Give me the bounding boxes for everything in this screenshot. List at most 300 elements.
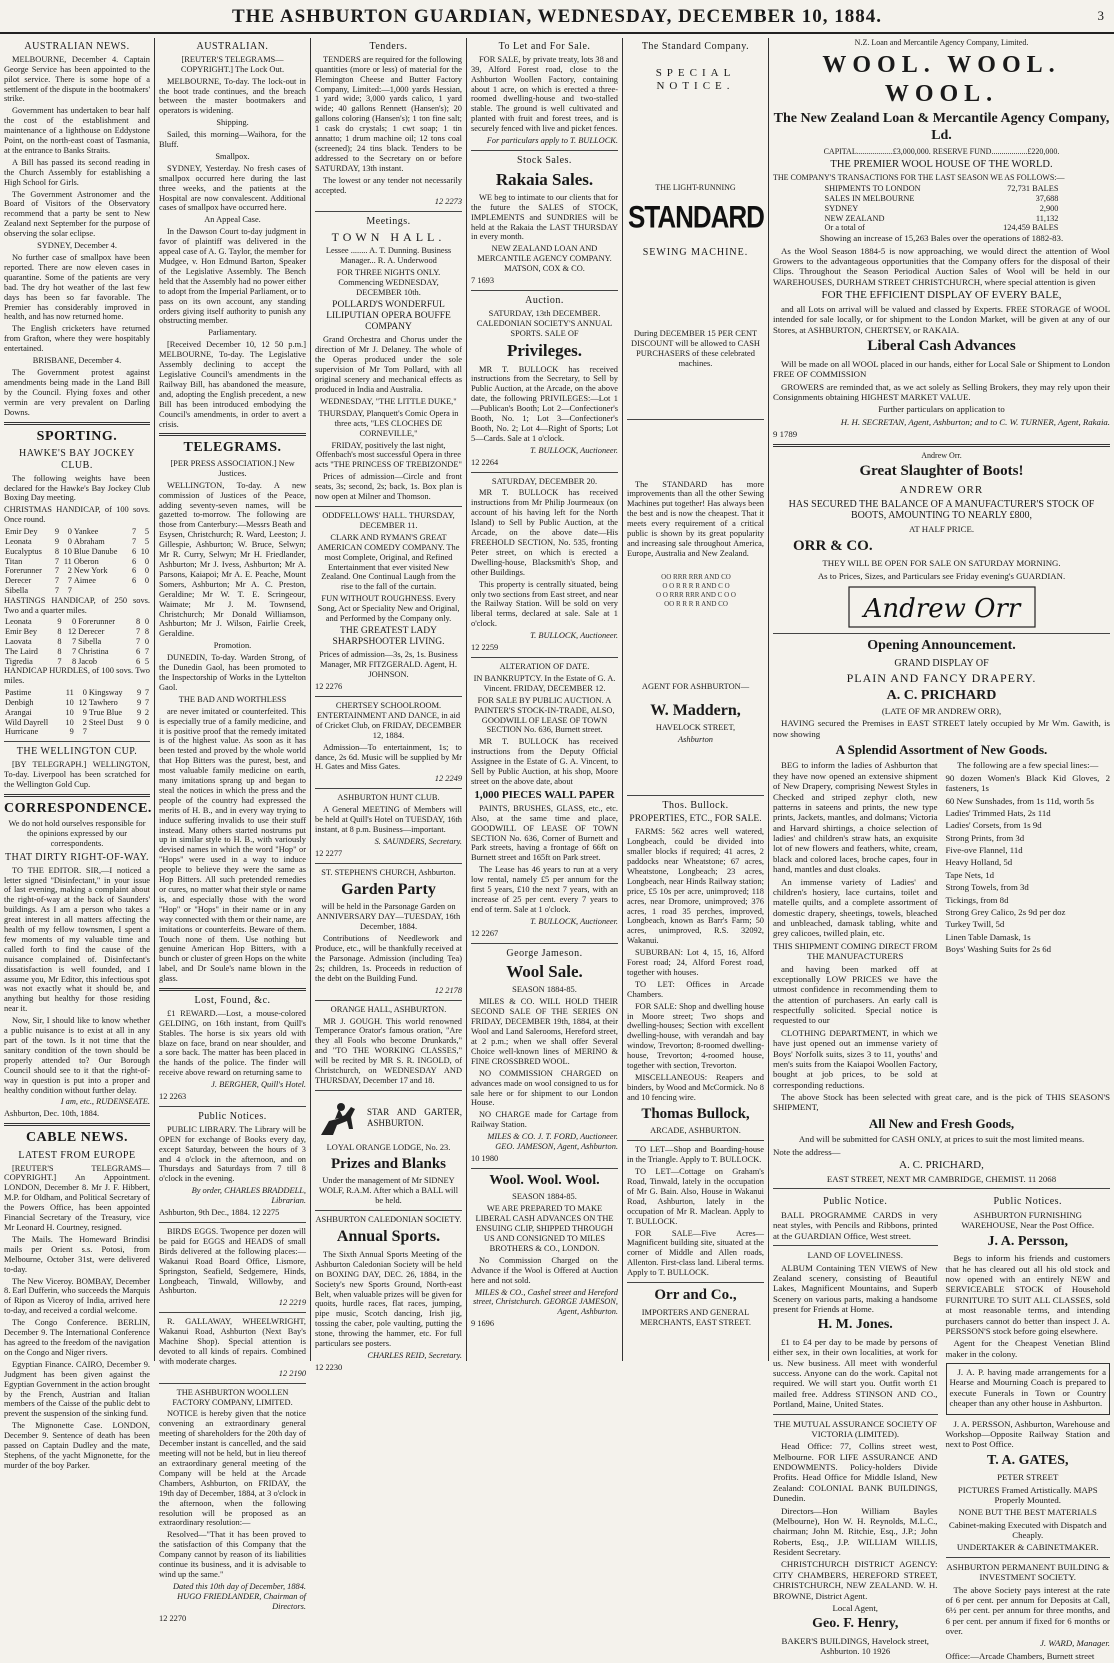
transactions-line: THE COMPANY'S TRANSACTIONS FOR THE LAST SEASON WE AS FOLLOWS:— <box>773 172 1065 182</box>
weights-cell: 7 <box>67 576 72 586</box>
standard-logo <box>627 200 764 239</box>
section-heading: THE WELLINGTON CUP. <box>16 746 138 758</box>
weights-cell: Sibella <box>5 585 29 595</box>
section-heading: Tenders. <box>369 41 408 52</box>
ad-text: SEWING MACHINE. <box>642 247 749 259</box>
notice-number: 12 2219 <box>278 1298 306 1308</box>
notice-heading: LOYAL ORANGE LODGE, No. 23. <box>326 1142 451 1152</box>
weights-cell: Yankee <box>73 527 99 537</box>
notice-text: Cabinet-making Executed with Dispatch and Cheaply. <box>948 1519 1107 1541</box>
opening-title: Opening Announcement. <box>867 638 1016 654</box>
ad-text: and all Lots on arrival will be valued and classed by Experts. FREE STORAGE of WOOL intended for sale locally, or for shipment to the London Market, will be given at any of our Stores, at ASHBURTON, CHERTSEY, or RAKAIA. <box>773 304 1110 335</box>
article-text: The Government Astronomer and the Board of Visitors of the Observatory recommend that a party be sent to New Zealand next September for the purpose of observing the solar eclipse. <box>4 189 150 239</box>
weights-row <box>4 647 150 657</box>
weights-cell: 7 <box>132 527 137 537</box>
ad-text: During DECEMBER 15 PER CENT DISCOUNT will be allowed to CASH PURCHASERS of these celebrated machines. <box>631 328 760 368</box>
ad-text: IMPORTERS AND GENERAL MERCHANTS, EAST STREET. <box>640 1307 751 1327</box>
weights-row <box>4 708 150 718</box>
ad-text: And will be submitted for CASH ONLY, at prices to suit the most limited means. <box>798 1134 1085 1145</box>
display-line: FOR THE EFFICIENT DISPLAY OF EVERY BALE, <box>821 289 1062 302</box>
article-text: The English cricketers have returned from Grafton, where they were hospitably entertained. <box>4 324 150 354</box>
ad-text: ARCADE, ASHBURTON. <box>650 1126 741 1136</box>
company-name: The New Zealand Loan & Mercantile Agency Company, Ld. <box>773 111 1110 143</box>
masthead-title: THE ASHBURTON GUARDIAN, WEDNESDAY, DECEMBER 10, 1884. <box>232 6 882 27</box>
notice-heading: THE ASHBURTON WOOLLEN FACTORY COMPANY, LIMITED. <box>172 1387 293 1407</box>
weights-cell: 7 <box>54 576 60 586</box>
notice-heading: STAR AND GARTER, ASHBURTON. <box>367 1107 462 1128</box>
notice-text: Agent for the Cheapest Venetian Blind maker in the colony. <box>945 1338 1110 1359</box>
weights-cell: 9 <box>57 617 62 627</box>
weights-cell: Pastime <box>5 688 32 698</box>
notice-number: 12 2263 <box>159 1092 187 1102</box>
letter-date: Ashburton, Dec. 10th, 1884. <box>4 1109 100 1119</box>
standard-wordmark: STANDARD <box>627 200 764 236</box>
svg-text:OO RRR RRR AND CO: OO RRR RRR AND CO <box>660 572 731 581</box>
notice-text: Office:—Arcade Chambers, Burnett street <box>945 1650 1095 1661</box>
ad-text: CLOTHING DEPARTMENT, in which we have just opened out an immense variety of Boys' Norfolk suits, sizes 3 to 11, youths' and men's suits from the Kaiapoi Woollen Factory, bought at job prices, to be sold at corresponding reductions. <box>773 1027 938 1090</box>
weights-cell: True Blue <box>88 707 123 717</box>
weights-cell: The Laird <box>5 646 38 656</box>
notice-heading: CHERTSEY SCHOOLROOM. ENTERTAINMENT AND DANCE, in aid of Cricket Club, on FRIDAY, DECEMBER 12, 1884. <box>315 700 462 740</box>
weights-cell: 0 <box>67 527 72 537</box>
opera-night: THURSDAY, Planquett's Comic Opera in three acts, "LES CLOCHES DE CORNEVILLE," <box>318 408 459 438</box>
shipments-cell: SALES IN MELBOURNE <box>824 194 915 204</box>
weights-cell: Leonata <box>5 617 32 627</box>
agents-line: H. H. SECRETAN, Agent, Ashburton; and to C. W. TURNER, Agent, Rakaia. <box>840 416 1110 427</box>
weights-cell <box>137 586 150 596</box>
ad-text: AGENT FOR ASHBURTON— <box>641 681 750 691</box>
right-section <box>769 38 1114 1661</box>
splendid-title: A Splendid Assortment of New Goods. <box>835 742 1048 758</box>
weights-cell: 7 <box>144 646 149 656</box>
premier-line: THE PREMIER WOOL HOUSE OF THE WORLD. <box>830 158 1053 170</box>
prichard-name: A. C. PRICHARD <box>886 687 997 703</box>
ad-text: GROWERS are reminded that, as we act solely as Selling Brokers, they may rely upon their Consignments obtaining HIGHEST MARKET VALUE. <box>773 381 1110 403</box>
article-text: In the Dawson Court to-day judgment in favor of plaintiff was delivered in the appeal case of A. G. Taylor, the member for Mudgee, v. Hon Edmund Barton, Speaker of the Legislative Assembly. The Bench held that the Assembly had no power either to adopt from the Imperial Parliament, or to pass on its own account, any standing orders giving itself authority to punish any obstructing member. <box>159 227 306 326</box>
bullock-name: Thomas Bullock, <box>641 1105 750 1122</box>
notice-text: TO LET—Cottage on Graham's Road, Tinwald, lately in the occupation of Mr G. Bain. Also, House in Wakanui Road, Ashburton, lately in the occupation of Mr R. Maclean. Apply to T. BULLOCK. <box>627 1167 764 1226</box>
notice-text: IN BANKRUPTCY. In the Estate of G. A. Vincent. FRIDAY, DECEMBER 12. <box>473 673 616 693</box>
orr-pattern <box>627 569 764 612</box>
notice-heading: ODDFELLOWS' HALL. THURSDAY, DECEMBER 11. <box>322 510 455 530</box>
article-text: The Mails. The Homeward Brindisi mails per Orient s.s. Potosi, from Melbourne, October 31st, were delivered to-day. <box>4 1234 150 1274</box>
weights-cell: Arangai <box>5 707 32 717</box>
notice-text: TO LET: Offices in Arcade Chambers. <box>627 979 764 999</box>
liberal-title: Liberal Cash Advances <box>867 338 1016 355</box>
weights-cell: 11 <box>65 688 74 698</box>
notice-text: WE beg to intimate to our clients that for the future the SALES of STOCK, IMPLEMENTS and SUNDRIES will be held at the Rakaia the LAST THURSDAY in every month. <box>471 192 618 242</box>
notice-heading: LAND OF LOVELINESS. <box>807 1250 904 1261</box>
section-heading: Andrew Orr. <box>921 450 962 460</box>
signature-text: Andrew Orr <box>863 594 1020 625</box>
shipments-cell: 11,132 <box>1035 213 1059 223</box>
weights-cell: Tawhero <box>88 697 118 707</box>
notice-text: MISCELLANEOUS: Reapers and binders, by Wood and McCormick. No 8 and 10 fencing wire. <box>627 1073 764 1102</box>
subheading: Smallpox. <box>215 151 250 161</box>
article-text: No further case of smallpox have been reported. There are now eleven cases in quarantine. Some of the patients are very bad. The dry hot weather of the last few days has been so far favorable. The Premier has considerably improved in health, and has now returned home. <box>4 253 150 322</box>
wool-sale-title: Wool Sale. <box>506 962 583 982</box>
notice-text: Local Agent, <box>832 1602 878 1613</box>
notice-number: 12 2178 <box>434 985 462 995</box>
article-text: Sailed, this morning—Waihora, for the Bluff. <box>159 130 306 150</box>
notice-number: 9 1696 <box>471 1319 495 1329</box>
increase-line: Showing an increase of 15,263 Bales over the operations of 1882-83. <box>819 233 1064 244</box>
persson-name: J. A. Persson, <box>987 1233 1068 1249</box>
weights-cell: Christina <box>78 646 109 656</box>
notice-text: SUBURBAN: Lot 4, 15, 16, Alford Forest road; 24, Alford Forest road, together with houses. <box>627 948 764 977</box>
weights-cell: Emir Bey <box>5 627 38 637</box>
weights-cell: 6 <box>132 566 137 576</box>
notice-text: PICTURES Framed Artistically. MAPS Properly Mounted. <box>957 1484 1098 1505</box>
weights-cell: 12 <box>67 627 77 637</box>
weights-cell: Sibella <box>78 637 102 646</box>
notice-text: J. A. P. having made arrangements for a Hearse and Mourning Coach is prepared to execute Funerals in Town or Country cheaper than any other house in Ashburton. <box>949 1367 1106 1409</box>
notice-heading: ST. STEPHEN'S CHURCH, Ashburton. <box>321 867 456 877</box>
weights-cell: Forerunner <box>78 617 115 627</box>
special-line-item: Ladies' Trimmed Hats, 2s 11d <box>945 807 1051 818</box>
weights-cell: Forerunner <box>5 566 42 576</box>
special-line-item: Strong Grey Calico, 2s 9d per doz <box>945 906 1066 917</box>
weights-cell: 8 <box>57 627 62 637</box>
notice-heading: THE GREATEST LADY SHARPSHOOTER LIVING. <box>332 625 445 648</box>
column-5 <box>623 38 768 1361</box>
section-heading: Public Notices. <box>198 1111 267 1123</box>
weights-cell: Derecer <box>78 627 105 637</box>
weights-cell: 5 <box>144 536 149 546</box>
shipments-cell: 72,731 BALES <box>1007 184 1059 194</box>
weights-cell <box>73 586 130 596</box>
notice-heading: ASHBURTON HUNT CLUB. <box>337 793 440 803</box>
article-text: A Bill has passed its second reading in the Church Assembly for establishing a High School for Girls. <box>4 157 150 187</box>
persson-box <box>946 1363 1111 1415</box>
special-line-item: Heavy Holland, 5d <box>945 857 1013 868</box>
allnew-title: All New and Fresh Goods, <box>868 1115 1015 1131</box>
weights-row <box>4 586 150 596</box>
shipments-row <box>824 184 1060 194</box>
notice-text: PETER STREET <box>997 1472 1059 1483</box>
weights-cell: Denbigh <box>5 697 34 707</box>
notice-text: CLARK AND RYMAN'S GREAT AMERICAN COMEDY COMPANY. The most Complete, Original, and Refined Entertainment that ever visited New Zealand. One Continual Laugh from the rise to the fall of the curtain. <box>317 532 460 592</box>
weights-cell: Steel Dust <box>88 717 124 727</box>
notice-heading: PROPERTIES, ETC., FOR SALE. <box>629 814 762 825</box>
notice-text: SATURDAY, 13th DECEMBER. CALEDONIAN SOCIETY'S ANNUAL SPORTS. SALE OF <box>476 308 613 338</box>
subheading: Shipping. <box>216 118 249 128</box>
weights-table <box>4 617 150 666</box>
notice-signature: By order, CHARLES BRADDELL, Librarian. <box>191 1186 306 1206</box>
notice-signature: T. BULLOCK, Auctioneer. <box>530 445 618 455</box>
weights-table <box>4 527 150 595</box>
article-text: DUNEDIN, To-day. Warden Strong, of the Dunedin Gaol, has been promoted to the Inspectorship of Works in the Lyttelton Gaol. <box>159 653 306 692</box>
notice-heading: UNDERTAKER & CABINETMAKER. <box>956 1542 1099 1553</box>
opera-night: FRIDAY, positively the last night, Offenbach's most successful Opera in three acts "THE PRINCESS OF TREBIZONDE" <box>315 440 462 470</box>
weights-cell: 5 <box>144 527 149 537</box>
notice-number: 12 2273 <box>434 197 462 207</box>
section-heading: LATEST FROM EUROPE <box>18 1149 136 1161</box>
ad-text: As to Prices, Sizes, and Particulars see Friday evening's GUARDIAN. <box>817 570 1066 581</box>
notice-text: NOTICE is hereby given that the notice convening an extraordinary general meeting of shareholders for the 20th day of December instant is cancelled, and the said meeting will not be held, but in lieu thereof an extraordinary general meeting of the Company will be held at the Arcade Chambers, Ashburton, on FRIDAY, the 19th day of December, 1884, at 3 o'clock in the afternoon, when the following resolution will be proposed as an extraordinary resolution:— <box>159 1409 306 1528</box>
henry-name: Geo. F. Henry, <box>812 1616 899 1632</box>
notice-text: FOR SALE, by private treaty, lots 38 and 39, Alford Forest road, close to the Ashburton Woollen Factory, containing about 1 acre, on which is erected a three-roomed dwelling-house and two-stalled stable. The ground is well cultivated and planted with fruit and forest trees, and is securely fenced with live and picket fences. <box>471 54 618 134</box>
svg-text:O O R R R R AND C O: O O R R R R AND C O <box>661 581 730 590</box>
drapery-body <box>773 760 1110 1092</box>
notice-number: 12 2276 <box>315 682 343 692</box>
special-lines-list <box>946 773 1111 955</box>
notice-signature: J. WARD, Manager. <box>1040 1638 1110 1649</box>
notice-text: FARMS: 562 acres well watered, Longbeach, could be divided into smaller blocks if required; 41 acres, 2 paddocks near Wheatstone; 67 acres, Wheatstone, Longbeach; 23 acres, Longbeach, near Hinds Railway station; price, £5 10s per acre, unimproved; 118 acres, near Dromore, unimproved; 376 acres, 1 road 35 perches, improved, Longbeach, known as Barr's Farm; 50 acres, unimproved, R.S. 32092, Wakanui. <box>627 827 764 946</box>
notice-text: Contributions of Needlework and Produce, etc., will be thankfully received at the Parsonage. Admission (including Tea) 2s; children, 1s. Proceeds in reduction of the debt on the Building Fund. <box>315 934 462 983</box>
notice-text: MR T. BULLOCK has received instructions from Mr Philip Jourmeaux (on account of his having left for the North Island) to Sell by Public Auction, at the Arcade, on the above date—His FREEHOLD SECTION, No. 535, fronting Peter street, on which is erected a Dwelling-house, Blacksmith's Shop, and other Buildings. <box>471 488 618 577</box>
column-2 <box>155 38 310 1623</box>
article-text: [BY TELEGRAPH.] WELLINGTON, To-day. Liverpool has been scratched for the Wellington Gold Cup. <box>4 759 150 789</box>
weights-cell: 5 <box>144 656 149 666</box>
notice-text: CHRISTCHURCH DISTRICT AGENCY: CITY CHAMBERS, HEREFORD STREET, CHRISTCHURCH, NEW ZEALAND. W. H. BROWNE, District Agent. <box>773 1559 938 1601</box>
notice-text: will be held in the Parsonage Garden on ANNIVERSARY DAY—TUESDAY, 16th December, 1884. <box>316 902 461 932</box>
page-number: 3 <box>1097 8 1104 23</box>
weights-row <box>4 576 150 586</box>
ad-text: (LATE OF MR ANDREW ORR), <box>881 706 1002 717</box>
weights-row <box>4 657 150 667</box>
notice-text: The above Society pays interest at the rate of 6 per cent. per annum for Deposits at Call, 6½ per cent. per annum for three months, and 6 per cent. per annum if fixed for 6 months or over. <box>945 1584 1110 1637</box>
weights-cell: 8 <box>57 637 62 646</box>
notice-heading: ORANGE HALL, ASHBURTON. <box>330 1004 447 1014</box>
notice-text: Grand Orchestra and Chorus under the direction of Mr J. Delaney. The whole of the Operas produced under the sole supervision of Mr Tom Pollard, with all original scenery and mechanical effects as produced in India and Australia. <box>315 335 462 395</box>
weights-cell: 9 <box>136 707 142 717</box>
notice-text: Begs to inform his friends and customers that he has cleared out all his old stock and now opened with an entirely NEW and SERVICEABLE STOCK of Household FURNITURE TO SUIT ALL CLASSES, sold at most reasonable terms, and intending purchasers cannot do better than inspect J. A. PERSSON'S stock before going elsewhere. <box>945 1253 1110 1336</box>
weights-row <box>4 566 150 576</box>
weights-cell: 2 <box>82 717 87 727</box>
weights-row <box>4 688 150 698</box>
special-line-item: 60 New Sunshades, from 1s 11d, worth 5s <box>945 795 1094 806</box>
weights-cell: 6 <box>136 646 141 656</box>
special-notice: SPECIAL NOTICE. <box>655 66 736 92</box>
weights-cell: Eucalyptus <box>5 546 42 556</box>
ad-text: Ashburton <box>678 735 713 745</box>
notice-text: MILES & CO. WILL HOLD THEIR SECOND SALE OF THE SERIES ON FRIDAY, DECEMBER 19th, 1884, at their Wool and Land Salerooms, Hereford street, at 2 p.m.; when we shall offer Several Choice well-known lines of MERINO & FINE CROSSBRED WOOL. <box>471 997 618 1066</box>
letter-text: Now, Sir, I should like to know whether a public nuisance is to exist at all in any part of the town. Is it not time that the sanitary condition of the town should be properly attended to? Our Borough Council should see to it that the right-of-way in question is put into a proper and healthy condition without further delay. <box>4 1016 150 1095</box>
article-text: SYDNEY, Yesterday. No fresh cases of smallpox occurred here during the last three weeks, and the patients at the Hospital are now convalescent. Additional cases of smallpox have occurred here. <box>159 163 306 213</box>
notice-text: BALL PROGRAMME CARDS in very neat styles, with Pencils and Ribbons, printed at the GUARDIAN Office, West street. <box>773 1210 938 1241</box>
section-heading: AUSTRALIAN NEWS. <box>24 41 130 52</box>
weights-table <box>4 688 150 737</box>
weights-cell: 12 <box>78 697 87 707</box>
weights-cell: 9 <box>54 527 60 537</box>
weights-cell: Laovata <box>5 637 32 646</box>
subheading: An Appeal Case. <box>204 215 261 225</box>
special-line-item: Tape Nets, 1d <box>945 869 994 880</box>
letter-heading: THAT DIRTY RIGHT-OF-WAY. <box>4 851 150 863</box>
weights-cell: Oberon <box>73 556 99 566</box>
weights-cell: 8 <box>71 656 77 666</box>
notice-signature: For particulars apply to T. BULLOCK. <box>486 136 618 146</box>
ad-text: EAST STREET, NEXT MR CAMBRIDGE, CHEMIST. 11 2068 <box>826 1173 1057 1184</box>
weights-cell: 9 <box>136 688 142 698</box>
shipments-cell: Or a total of <box>824 223 865 233</box>
weights-cell: 9 <box>69 727 74 737</box>
notice-text: FOR SALE: Shop and dwelling house in Moore street; Two shops and dwelling-houses; Section with excellent dwelling-house, with verandah and bay window, Trevorton; 8-roomed dwelling-house, Trevorton; 4-roomed house, together with section, Trevorton. <box>627 1001 764 1071</box>
notice-text: FUN WITHOUT ROUGHNESS. Every Song, Act or Speciality New and Original, and Performed by the Company only. <box>317 594 460 624</box>
shipments-row <box>824 194 1060 204</box>
notice-text: ALBUM Containing TEN VIEWS of New Zealand scenery, consisting of Beautiful Lakes, Magnificent Mountains, and Superb Scenery on various parts, making a handsome present for Friends at Home. <box>773 1262 938 1315</box>
notice-signature: MILES & CO. J. T. FORD, Auctioneer. GEO. JAMESON, Agent, Ashburton. <box>487 1132 618 1152</box>
notice-number: 12 2264 <box>471 457 499 467</box>
weights-cell <box>130 586 138 596</box>
weights-cell: 9 <box>54 536 60 546</box>
weights-cell: 7 <box>54 556 60 566</box>
article-text: [Received December 10, 12 50 p.m.] MELBOURNE, To-day. The Legislative Assembly declining to accept the Legislative Council's amendments in the Railway Bill, has abandoned the measure, and, adopting the English precedent, a new Bill has been introduced embodying the Council's amendments, in order to avert a crisis. <box>159 340 306 429</box>
special-line-item: Boys' Washing Suits for 2s 6d <box>945 944 1052 955</box>
notice-text: J. A. PERSSON, Ashburton, Warehouse and Workshop—Opposite Railway Station and next to Post Office. <box>945 1418 1110 1450</box>
dateline: BRISBANE, December 4. <box>32 356 122 366</box>
horse-rider-icon <box>315 1095 363 1143</box>
weights-cell: 8 <box>57 646 62 656</box>
weights-cell: 10 <box>140 546 149 556</box>
article-text: are never imitated or counterfeited. This is especially true of a family medicine, and it is positive proof that the remedy imitated is of the highest value. As soon as it has been tested and proved by the whole world that Hop Bitters was the purest, best, and most valuable family medicine on earth, many imitations sprang up and began to steal the notices in which the press and the people of the country had expressed the merits of H. B., and in every way trying to induce suffering invalids to use their stuff instead. Many others started nostrums put up in similar style to H. B., with variously devised names in which the word "Hop" or "Hops" were used in a way to induce people to believe they were the same as Hop Bitters. All such pretended remedies or cures, no matter what their style or name is, and especially those with the word "Hop" or "Hops" in their name or in any way connected with them or their name, are imitations or counterfeits. Beware of them. Touch none of them. Use nothing but genuine American Hop Bitters, with a bunch or cluster of green Hops on the white label, and Dr Soule's name blown in the glass. <box>159 706 306 984</box>
weights-cell: Abraham <box>73 536 105 546</box>
weights-cell: 6 <box>132 556 137 566</box>
section-heading: Meetings. <box>366 216 411 228</box>
star-garter-block <box>315 1095 462 1143</box>
notice-text: MR J. GOUGH. This world renowned Temperance Orator's famous oration, "Are they all Fools who become Drunkards," and "TO THE WORKING CLASSES," will be recited by MR S. R. INGOLD, of Christchurch, on WEDNESDAY AND THURSDAY, December 17 and 18. <box>315 1016 462 1085</box>
subheading: [PER PRESS ASSOCIATION.] New Justices. <box>170 458 295 478</box>
annual-sports-title: Annual Sports. <box>336 1228 441 1246</box>
notice-text: No Commission Charged on the Advance if the Wool is Offered at Auction here and not sold. <box>471 1255 618 1285</box>
article-text: The Mignonette Case. LONDON, December 9. Sentence of death has been passed on Captain Dudley and the mate, Stephens, of the yacht Mignonette, for the murder of the boy Parker. <box>4 1421 150 1470</box>
notice-text: The Lease has 46 years to run at a very low rental, namely £5 per annum for the first 5 years, £10 the next 7 years, with an increase of 25 per cent. every 7 years to end of term. Sale at 1 o'clock. <box>471 865 618 914</box>
weights-row <box>4 557 150 567</box>
weights-cell: New York <box>73 566 108 576</box>
weights-cell: 0 <box>144 717 149 727</box>
jones-name: H. M. Jones. <box>817 1317 893 1333</box>
prichard-signature: A. C. PRICHARD, <box>899 1158 984 1171</box>
weights-cell: Emir Dey <box>5 527 38 537</box>
section-heading: To Let and For Sale. <box>498 41 591 52</box>
ad-text: Note the address— <box>773 1146 841 1157</box>
weights-row <box>4 537 150 547</box>
weights-cell: 6 <box>132 576 137 586</box>
handicap-title: CHRISTMAS HANDICAP, of 100 sovs. Once round. <box>4 505 150 525</box>
weights-row <box>4 698 150 708</box>
weights-cell: 7 <box>132 536 137 546</box>
weights-cell: 7 <box>144 697 149 707</box>
shipments-row <box>824 223 1060 233</box>
notice-number: 12 2267 <box>471 928 499 938</box>
weights-cell: 0 <box>144 637 149 646</box>
letter-text: TO THE EDITOR. SIR,—I noticed a letter signed "Disinfectant," in your issue of last evening, making a complaint about the right-of-way at the back of Saunders' buildings. As I am a person who takes a great interest in all matters affecting the health of my fellow townsmen, I spent a few moments of my valuable time and called forth to find the cause of the nuisance complained of. Disinfectant's dissatisfaction is well founded, and I assume you, Mr Editor, this infectious spot was not exactly what it should be, and anything but healthy for those residing near it. <box>4 865 150 1014</box>
weights-row <box>4 627 150 637</box>
weights-cell: 0 <box>144 556 149 566</box>
notice-text: NONE BUT THE BEST MATERIALS <box>958 1507 1097 1518</box>
masthead <box>0 0 1114 34</box>
weights-cell: 0 <box>67 536 72 546</box>
ad-text: GRAND DISPLAY OF <box>894 657 989 669</box>
weights-cell: Hurricane <box>5 727 39 737</box>
special-line-item: Ladies' Corsets, from 1s 9d <box>945 820 1042 831</box>
column-1 <box>0 38 154 1470</box>
section-heading: Lost, Found, &c. <box>194 995 271 1007</box>
notice-text: Prices of admission—Circle and front seats, 3s; second, 2s; back, 1s. Box plan is now open at Milner and Thomson. <box>315 472 462 502</box>
ad-text: An immense variety of Ladies' and children's hosiery, lace curtains, toilet and matelle quilts, and a complete assortment of domestic drapery, sheetings, towels, bleached and unbleached, damask tabling, white and grey calicoes, twilled plain, etc. <box>773 876 938 939</box>
weights-cell: 7 <box>54 566 60 576</box>
shipments-cell: SYDNEY <box>824 203 859 213</box>
weights-row <box>4 727 150 737</box>
notice-text: BIRDS EGGS. Twopence per dozen will be paid for EGGS and HEADS of small Birds delivered at the following places:—Wakanui Road Board Office, Lismore, Springston, Seafield, Sedgemere, Hinds, Longbeach, Tinwald, Willowby, and Ashburton. <box>159 1226 306 1296</box>
subheading: Promotion. <box>213 641 252 651</box>
notice-text: MR T. BULLOCK has received instructions from the Secretary, to Sell by Public Auction, at the Arcade, on the above date, the following PRIVILEGES:—Lot 1—Publican's Booth; Lot 2—Confectioner's Booth, No. 1; Lot 3—Confectioner's Booth, No. 2; Lot 4—Right of Sports; Lot 5—Cards. Sale at 1 o'clock. <box>471 364 618 443</box>
article-text: Government has undertaken to bear half the cost of the establishment and maintenance of a lighthouse on Eddystone Point, on the north-east coast of Tasmania, at the entrance to Banks Straits. <box>4 106 150 155</box>
ad-text: Will be made on all WOOL placed in our hands, either for Local Sale or Shipment to London FREE OF COMMISSION <box>773 358 1110 380</box>
weights-cell: 11 <box>63 556 72 566</box>
weights-cell: 7 <box>71 637 77 646</box>
notice-text: FOR SALE—Five Acres—Magnificent building site, situated at the corner of Middle and Allen roads, Allenton. First-class land. Liberal terms. Apply to T. BULLOCK. <box>627 1228 764 1278</box>
subheading: [REUTER'S TELEGRAMS—COPYRIGHT.] The Lock Out. <box>180 54 285 74</box>
article-text: The New Viceroy. BOMBAY, December 8. Earl Dufferin, who succeeds the Marquis of Ripon as Viceroy of India, arrived here to-day, and received a cordial welcome. <box>4 1276 150 1316</box>
notice-text: £1 REWARD.—Lost, a mouse-colored GELDING, on 16th instant, from Quill's Stables. The horse is six years old with blaze on face, brand on near shoulder, and a sore back. The matter has been placed in the hands of the police. The finder will receive above reward on returning same to <box>159 1008 306 1078</box>
weights-cell: Derecer <box>5 576 32 586</box>
ad-text: ANDREW ORR <box>899 483 984 496</box>
svg-text:O O RRR RRR AND C O O: O O RRR RRR AND C O O <box>655 590 736 599</box>
ad-text: Further particulars on application to <box>878 404 1005 415</box>
weights-cell: 7 <box>136 637 141 646</box>
weights-cell: 7 <box>54 585 60 595</box>
notice-text: SEASON 1884-85. <box>512 985 577 995</box>
section-heading: N.Z. Loan and Mercantile Agency Company, Limited. <box>854 38 1029 47</box>
weights-cell: 2 <box>67 566 72 576</box>
notice-text: R. GALLAWAY, WHEELWRIGHT, Wakanui Road, Ashburton (Next Bay's Machine Shop). Special attention is devoted to all kinds of repairs. Combined with moderate charges. <box>159 1317 306 1366</box>
shipments-cell: NEW ZEALAND <box>824 213 885 223</box>
notice-text: A General MEETING of Members will be held at Quill's Hotel on TUESDAY, 16th instant, at 8 p.m. Business—important. <box>315 805 462 834</box>
notice-heading: SATURDAY, DECEMBER 20. <box>491 476 598 486</box>
article-text: The following weights have been declared for the Hawke's Bay Jockey Club Boxing Day meeting. <box>4 473 150 503</box>
article-text: [REUTER'S TELEGRAMS—COPYRIGHT.] An Appointment. LONDON, December 8. Mr J. F. Hibbert, M.P. for Oldham, and Political Secretary of the Powers Office, has been appointed Financial Secretary of the Treasury, vice Mr Leonard H. Courtney, resigned. <box>4 1163 150 1233</box>
weights-cell: Tigredia <box>5 656 33 666</box>
article-text: WELLINGTON, To-day. A new commission of Justices of the Peace, adding seventy-seven names, will be gazetted to-morrow. The following are those from Canterbury:—Messrs Beath and Esysen, Christchurch; R. Ward, Leeston; J. Gillespie, Ashburton; W. Bruce, Selwyn; Mr R. Curry, Selwyn; Mr H. Friedlander, Ashburton; Mr J. Ivess, Ashburton; Mr A. Parsons, Kaiapoi; Mr A. E. Peache, Mount Somers, Ashburton; Mr A. C. Preston, Geraldine; Mr W. T. E. Scringeour, Waimate; Mr J. M. Townsend, Christchurch; Mr Donald Williamson, Ashburton; Mr J. Wilson, Fairlie Creek, Geraldine. <box>159 480 306 639</box>
notice-number: 12 2277 <box>315 848 343 858</box>
weights-row <box>4 617 150 627</box>
standard-wordmark-icon <box>627 200 764 236</box>
section-heading: Thos. Bullock. <box>662 800 729 812</box>
shipments-cell: 37,688 <box>1035 194 1059 204</box>
svg-text:OO R R R R AND CO: OO R R R R AND CO <box>663 599 728 608</box>
notice-text: The lowest or any tender not necessarily accepted. <box>315 175 462 195</box>
notice-text: NO COMMISSION CHARGED on advances made on wool consigned to us for sale here or for shipment to our London House. <box>471 1068 618 1108</box>
notice-text: SEASON 1884-85. <box>512 1192 577 1202</box>
section-heading: The Standard Company. <box>641 41 750 52</box>
letter-signature: I am, etc., RUDENSEATE. <box>60 1097 150 1107</box>
weights-cell: 0 <box>144 566 149 576</box>
notice-signature: NEW ZEALAND LOAN AND MERCANTILE AGENCY COMPANY. MATSON, COX & CO. <box>477 244 612 274</box>
ad-text: and having been marked off at exceptionally LOW PRICES we have the utmost confidence in recommending them to the attention of purchasers. An early call is respectfully solicited. Special notice is requested to our <box>773 963 938 1026</box>
notice-number: 12 2270 <box>159 1613 187 1623</box>
notice-heading: ALTERATION OF DATE. <box>499 661 590 671</box>
public-notices-grid <box>773 1193 1110 1663</box>
weights-cell: 10 <box>65 717 74 727</box>
ad-text: HAVING secured the Premises in EAST STREET lately occupied by Mr Wm. Gawith, is now showing <box>773 718 1110 739</box>
weights-cell: Leonata <box>5 536 32 546</box>
notice-text: Directors—Hon William Bayles (Melbourne), Hon W. H. Reynolds, M.L.C., chairman; John M. Ritchie, Esq., J.P.; John Roberts, Esq., J.P. WILLIAM WILLIS, Resident Secretary. <box>773 1505 938 1558</box>
shipments-cell: SHIPMENTS TO LONDON <box>824 184 921 194</box>
notice-text: TENDERS are required for the following quantities (more or less) of material for the Flemington Cheese and Butter Factory Company, Limited:—1,000 yards Hessian, 1 yard wide; 3,000 yards calico, 1 yard wide; 40 gallons Rennett (Hansen's); 20 gallons coloring (Hansen's); 1 ton fine salt; 1 cask do crystals; 1 cwt soap; 1 tin annatto; 1 drum machine oil; 12 tons coal (screened); 24 tins black. Tenders to be addressed to the Secretary on or before SATURDAY, 13th instant. <box>315 54 462 173</box>
article-text: The Government protest against amendments being made in the Land Bill by the Council. Flying foxes and other vermin are very prevalent on Darling Downs. <box>4 367 150 417</box>
notice-heading: ASHBURTON PERMANENT BUILDING & INVESTMENT SOCIETY. <box>946 1561 1110 1583</box>
weights-cell: 7 <box>136 627 141 637</box>
weights-cell: 7 <box>144 688 149 698</box>
article-text: MELBOURNE, December 4. Captain George Service has been appointed to the pilot service. There is some hope of a settlement of the dispute in the bootmakers' strike. <box>4 54 150 104</box>
notice-number: 10 1980 <box>471 1153 499 1163</box>
notice-signature: T. BULLOCK, Auctioneer. <box>530 916 618 926</box>
weights-cell: Titan <box>5 556 23 566</box>
notice-signature: MILES & CO., Cashel street and Hereford street, Christchurch. GEORGE JAMESON, Agent, Ashburton. <box>473 1287 618 1317</box>
andrew-orr-signature <box>847 585 1037 629</box>
